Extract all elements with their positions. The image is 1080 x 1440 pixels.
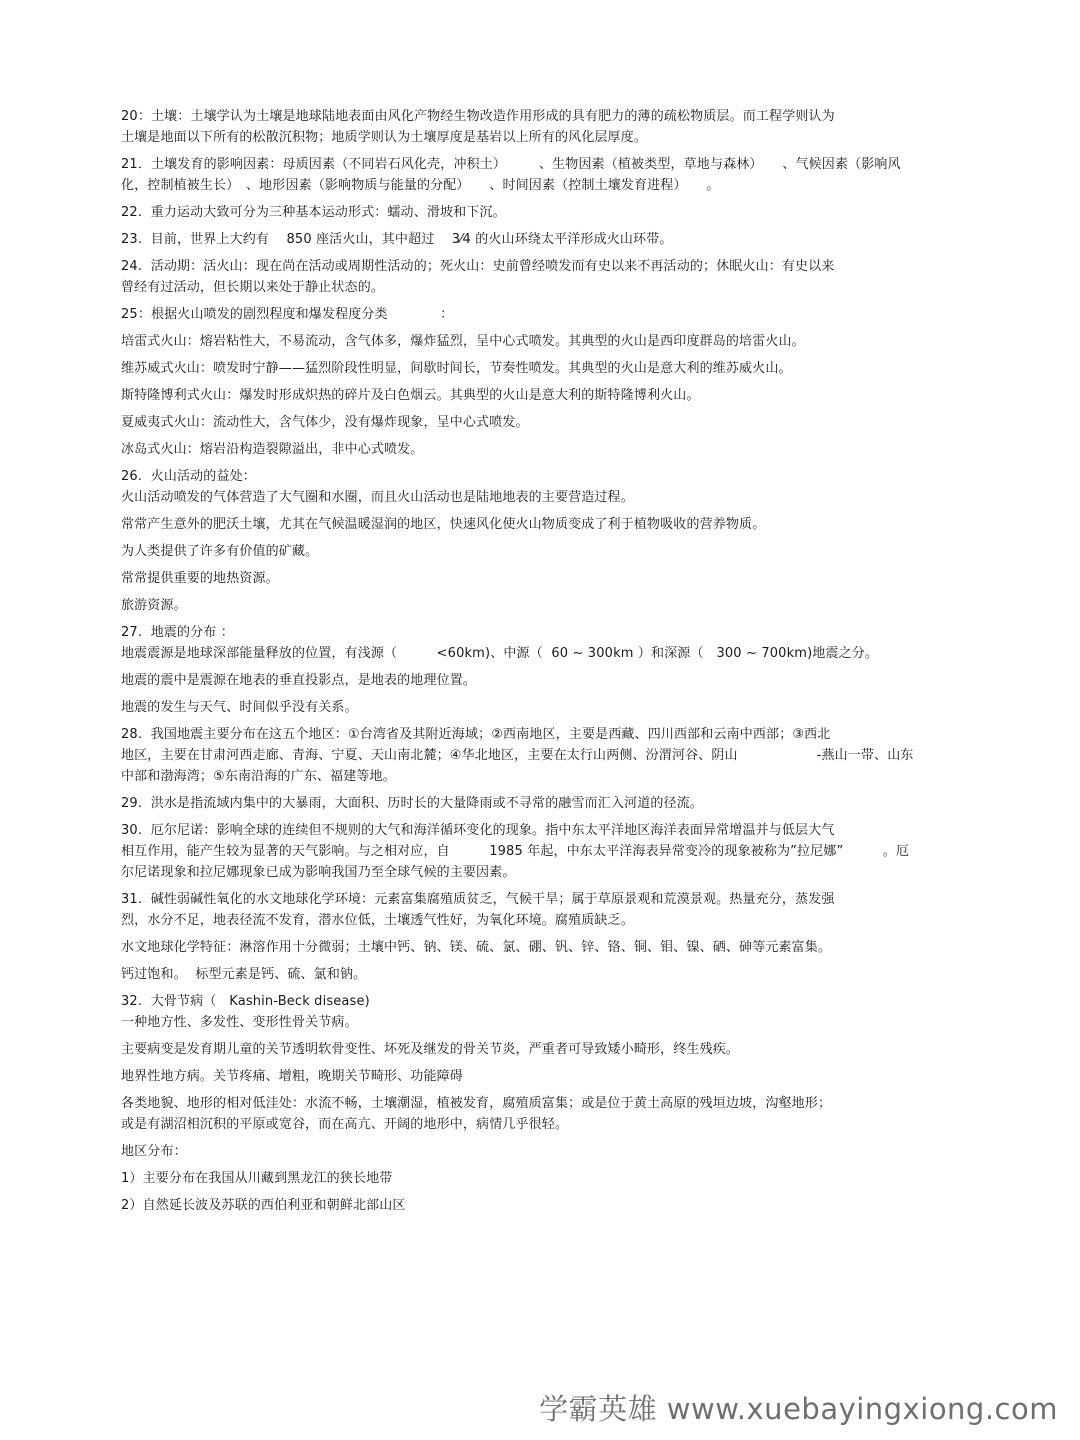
text-line: 22. 重力运动大致可分为三种基本运动形式：蠕动、滑坡和下沉。	[121, 205, 506, 220]
paragraph	[121, 514, 971, 535]
text-line: 24. 活动期：活火山：现在尚在活动或周期性活动的；死火山：史前曾经喷发而有史以来不再活动的；休眠火山：有史以来	[121, 259, 835, 274]
text-line: 25：根据火山喷发的剧烈程度和爆发程度分类 ：	[121, 307, 454, 322]
paragraph	[121, 412, 971, 433]
text-line: 旅游资源。	[121, 598, 187, 613]
text-line: 火山活动喷发的气体营造了大气圈和水圈，而且火山活动也是陆地地表的主要营造过程。	[121, 490, 634, 505]
text-line: 地震震源是地球深部能量释放的位置，有浅源（ <60km)、中源（ 60 ~ 300km ）和深源（ 300 ~ 700km)地震之分。	[121, 646, 879, 661]
paragraph	[121, 154, 971, 196]
paragraph	[121, 670, 971, 691]
paragraph	[121, 1195, 971, 1216]
text-line: 23. 目前，世界上大约有 850 座活火山，其中超过 3⁄4 的火山环绕太平洋形成火山环带。	[121, 232, 673, 247]
paragraph	[121, 1066, 971, 1087]
paragraph	[121, 202, 971, 223]
paragraph	[121, 304, 971, 325]
text-line: 1）主要分布在我国从川藏到黑龙江的狭长地带	[121, 1171, 393, 1186]
text-line: 28. 我国地震主要分布在这五个地区：①台湾省及其附近海域；②西南地区，主要是西藏、四川西部和云南中西部；③西北	[121, 727, 831, 742]
paragraph	[121, 793, 971, 814]
text-line: 常常提供重要的地热资源。	[121, 571, 279, 586]
paragraph	[121, 1141, 971, 1162]
paragraph	[121, 964, 971, 985]
text-line: 各类地貌、地形的相对低洼处：水流不畅，土壤潮湿，植被发育，腐殖质富集；或是位于黄土高原的残垣边坡，沟壑地形；	[121, 1096, 832, 1111]
paragraph	[121, 1039, 971, 1060]
text-line: 21．土壤发育的影响因素：母质因素（不同岩石风化壳，冲积土） 、生物因素（植被类型，草地与森林） 、气候因素（影响风	[121, 157, 901, 172]
text-line: 32. 大骨节病（ Kashin-Beck disease)	[121, 994, 370, 1009]
paragraph	[121, 1168, 971, 1189]
text-line: 主要病变是发育期儿童的关节透明软骨变性、坏死及继发的骨关节炎，严重者可导致矮小畸形，终生残疾。	[121, 1042, 740, 1057]
paragraph	[121, 439, 971, 460]
paragraph	[121, 541, 971, 562]
text-line: 地区分布：	[121, 1144, 187, 1159]
paragraph	[121, 331, 971, 352]
text-line: 为人类提供了许多有价值的矿藏。	[121, 544, 319, 559]
paragraph	[121, 385, 971, 406]
paragraph	[121, 229, 971, 250]
text-line: 土壤是地面以下所有的松散沉积物；地质学则认为土壤厚度是基岩以上所有的风化层厚度。	[121, 130, 648, 145]
text-line: 斯特隆博利式火山：爆发时形成炽热的碎片及白色烟云。其典型的火山是意大利的斯特隆博利火山。	[121, 388, 700, 403]
watermark: 学霸英雄 www.xuebayingxiong.com	[539, 1392, 1058, 1426]
paragraph	[121, 1093, 971, 1135]
paragraph	[121, 256, 971, 298]
text-line: 夏威夷式火山：流动性大，含气体少，没有爆炸现象，呈中心式喷发。	[121, 415, 529, 430]
text-line: 一种地方性、多发性、变形性骨关节病。	[121, 1015, 358, 1030]
text-line: 曾经有过活动，但长期以来处于静止状态的。	[121, 280, 385, 295]
text-line: 2）自然延长波及苏联的西伯利亚和朝鲜北部山区	[121, 1198, 406, 1213]
text-line: 31. 碱性弱碱性氧化的水文地球化学环境：元素富集腐殖质贫乏，气候干旱；属于草原景观和荒漠景观。热量充分，蒸发强	[121, 892, 835, 907]
text-line: 维苏威式火山：喷发时宁静——猛烈阶段性明显，间歇时间长，节奏性喷发。其典型的火山是意大利的维苏威火山。	[121, 361, 792, 376]
paragraph	[121, 889, 971, 931]
paragraph	[121, 820, 971, 883]
text-line: 地震的发生与天气、时间似乎没有关系。	[121, 700, 358, 715]
paragraph	[121, 595, 971, 616]
paragraph	[121, 697, 971, 718]
text-line: 20：土壤：土壤学认为土壤是地球陆地表面由风化产物经生物改造作用形成的具有肥力的薄的疏松物质层。而工程学则认为	[121, 109, 835, 124]
paragraph	[121, 568, 971, 589]
text-line: 或是有湖沼相沉积的平原或宽谷，而在高亢、开阔的地形中，病情几乎很轻。	[121, 1117, 569, 1132]
text-line: 常常产生意外的肥沃土壤，尤其在气候温暖湿润的地区，快速风化使火山物质变成了利于植物吸收的营养物质。	[121, 517, 766, 532]
text-line: 尔尼诺现象和拉尼娜现象已成为影响我国乃至全球气候的主要因素。	[121, 865, 516, 880]
text-line: 地震的震中是震源在地表的垂直投影点，是地表的地理位置。	[121, 673, 477, 688]
text-line: 烈，水分不足，地表径流不发育，潜水位低，土壤透气性好，为氧化环境。腐殖质缺乏。	[121, 913, 634, 928]
text-line: 27. 地震的分布 ：	[121, 625, 234, 640]
text-line: 30. 厄尔尼诺：影响全球的连续但不规则的大气和海洋循环变化的现象。指中东太平洋地区海洋表面异常增温并与低层大气	[121, 823, 835, 838]
paragraph	[121, 937, 971, 958]
document-body	[121, 106, 971, 1222]
paragraph	[121, 622, 971, 664]
paragraph	[121, 358, 971, 379]
text-line: 地区，主要在甘肃河西走廊、青海、宁夏、天山南北麓；④华北地区，主要在太行山两侧、汾渭河谷、阴山 -燕山一带、山东	[121, 748, 914, 763]
text-line: 化，控制植被生长） 、地形因素（影响物质与能量的分配） 、时间因素（控制土壤发育进程） 。	[121, 178, 720, 193]
text-line: 中部和渤海湾；⑤东南沿海的广东、福建等地。	[121, 769, 396, 784]
paragraph	[121, 106, 971, 148]
text-line: 冰岛式火山：熔岩沿构造裂隙溢出，非中心式喷发。	[121, 442, 424, 457]
text-line: 水文地球化学特征：淋溶作用十分微弱；土壤中钙、钠、镁、硫、氯、硼、钒、锌、铬、铜、钼、镍、硒、砷等元素富集。	[121, 940, 832, 955]
text-line: 26. 火山活动的益处：	[121, 469, 256, 484]
text-line: 地界性地方病。关节疼痛、增粗，晚期关节畸形、功能障碍	[121, 1069, 463, 1084]
paragraph	[121, 466, 971, 508]
paragraph	[121, 991, 971, 1033]
paragraph	[121, 724, 971, 787]
text-line: 相互作用，能产生较为显著的天气影响。与之相对应，自 1985 年起，中东太平洋海表异常变冷的现象被称为”拉尼娜” 。厄	[121, 844, 910, 859]
text-line: 钙过饱和。 标型元素是钙、硫、氯和钠。	[121, 967, 367, 982]
text-line: 29. 洪水是指流域内集中的大暴雨，大面积、历时长的大量降雨或不寻常的融雪而汇入河道的径流。	[121, 796, 703, 811]
text-line: 培雷式火山：熔岩粘性大，不易流动，含气体多，爆炸猛烈，呈中心式喷发。其典型的火山是西印度群岛的培雷火山。	[121, 334, 805, 349]
